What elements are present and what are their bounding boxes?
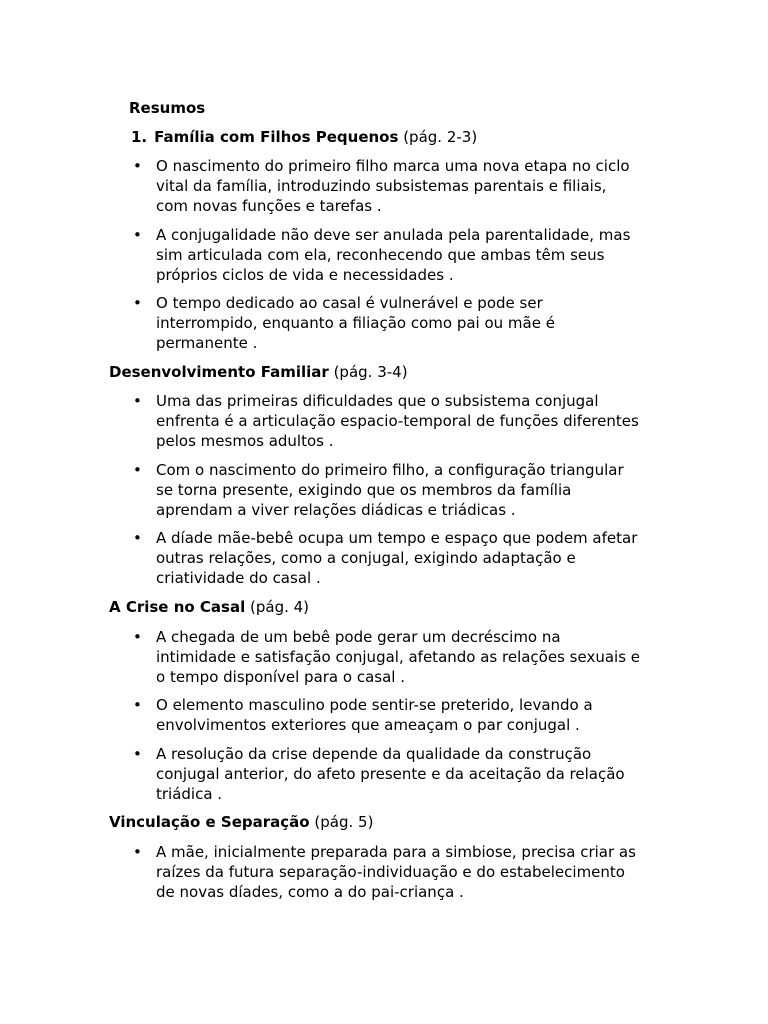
bullet-icon: •: [133, 461, 142, 479]
section-heading-vinculacao: [109, 812, 373, 832]
section-pages: (pág. 3-4): [333, 363, 408, 381]
bullet-icon: •: [133, 157, 142, 175]
section-heading-familia: [131, 127, 477, 147]
list-item-text: O nascimento do primeiro filho marca uma nova etapa no ciclo vital da família, introduzindo subsistemas parentais e filiais, com novas funções e tarefas .: [156, 157, 630, 215]
section-heading-desenvolvimento: [109, 362, 408, 382]
list-item-text: A chegada de um bebê pode gerar um decréscimo na intimidade e satisfação conjugal, afetando as relações sexuais e o tempo disponível para o casal .: [156, 628, 640, 686]
section-heading-crise: [109, 597, 309, 617]
document-title: Resumos: [129, 99, 206, 117]
list-item-text: O tempo dedicado ao casal é vulnerável e pode ser interrompido, enquanto a filiação como pai ou mãe é permanente .: [156, 294, 555, 352]
section-title: Vinculação e Separação: [109, 813, 310, 831]
list-item-text: Com o nascimento do primeiro filho, a configuração triangular se torna presente, exigindo que os membros da família aprendam a viver relações diádicas e triádicas .: [156, 461, 624, 519]
bullet-icon: •: [133, 696, 142, 714]
bullet-icon: •: [133, 294, 142, 312]
bullet-icon: •: [133, 392, 142, 410]
bullet-icon: •: [133, 628, 142, 646]
list-item-text: A resolução da crise depende da qualidade da construção conjugal anterior, do afeto presente e da aceitação da relação triádica .: [156, 745, 625, 803]
section-title: Desenvolvimento Familiar: [109, 363, 329, 381]
section-pages: (pág. 2-3): [403, 128, 478, 146]
bullet-icon: •: [133, 745, 142, 763]
list-item-text: Uma das primeiras dificuldades que o subsistema conjugal enfrenta é a articulação espacio-temporal de funções diferentes pelos mesmos adultos .: [156, 392, 639, 450]
list-item-text: A mãe, inicialmente preparada para a simbiose, precisa criar as raízes da futura separação-individuação e do estabelecimento de novas díades, como a do pai-criança .: [156, 843, 636, 901]
section-pages: (pág. 4): [250, 598, 310, 616]
bullet-icon: •: [133, 843, 142, 861]
section-pages: (pág. 5): [314, 813, 374, 831]
bullet-icon: •: [133, 226, 142, 244]
list-item-text: A díade mãe-bebê ocupa um tempo e espaço que podem afetar outras relações, como a conjugal, exigindo adaptação e criatividade do casal .: [156, 529, 638, 587]
section-title: A Crise no Casal: [109, 598, 246, 616]
list-item-text: A conjugalidade não deve ser anulada pela parentalidade, mas sim articulada com ela, reconhecendo que ambas têm seus próprios ciclos de vida e necessidades .: [156, 226, 631, 284]
section-title: Família com Filhos Pequenos: [154, 128, 399, 146]
list-item-text: O elemento masculino pode sentir-se preterido, levando a envolvimentos exteriores que ameaçam o par conjugal .: [156, 696, 593, 734]
section-number: 1.: [131, 128, 148, 146]
bullet-icon: •: [133, 529, 142, 547]
